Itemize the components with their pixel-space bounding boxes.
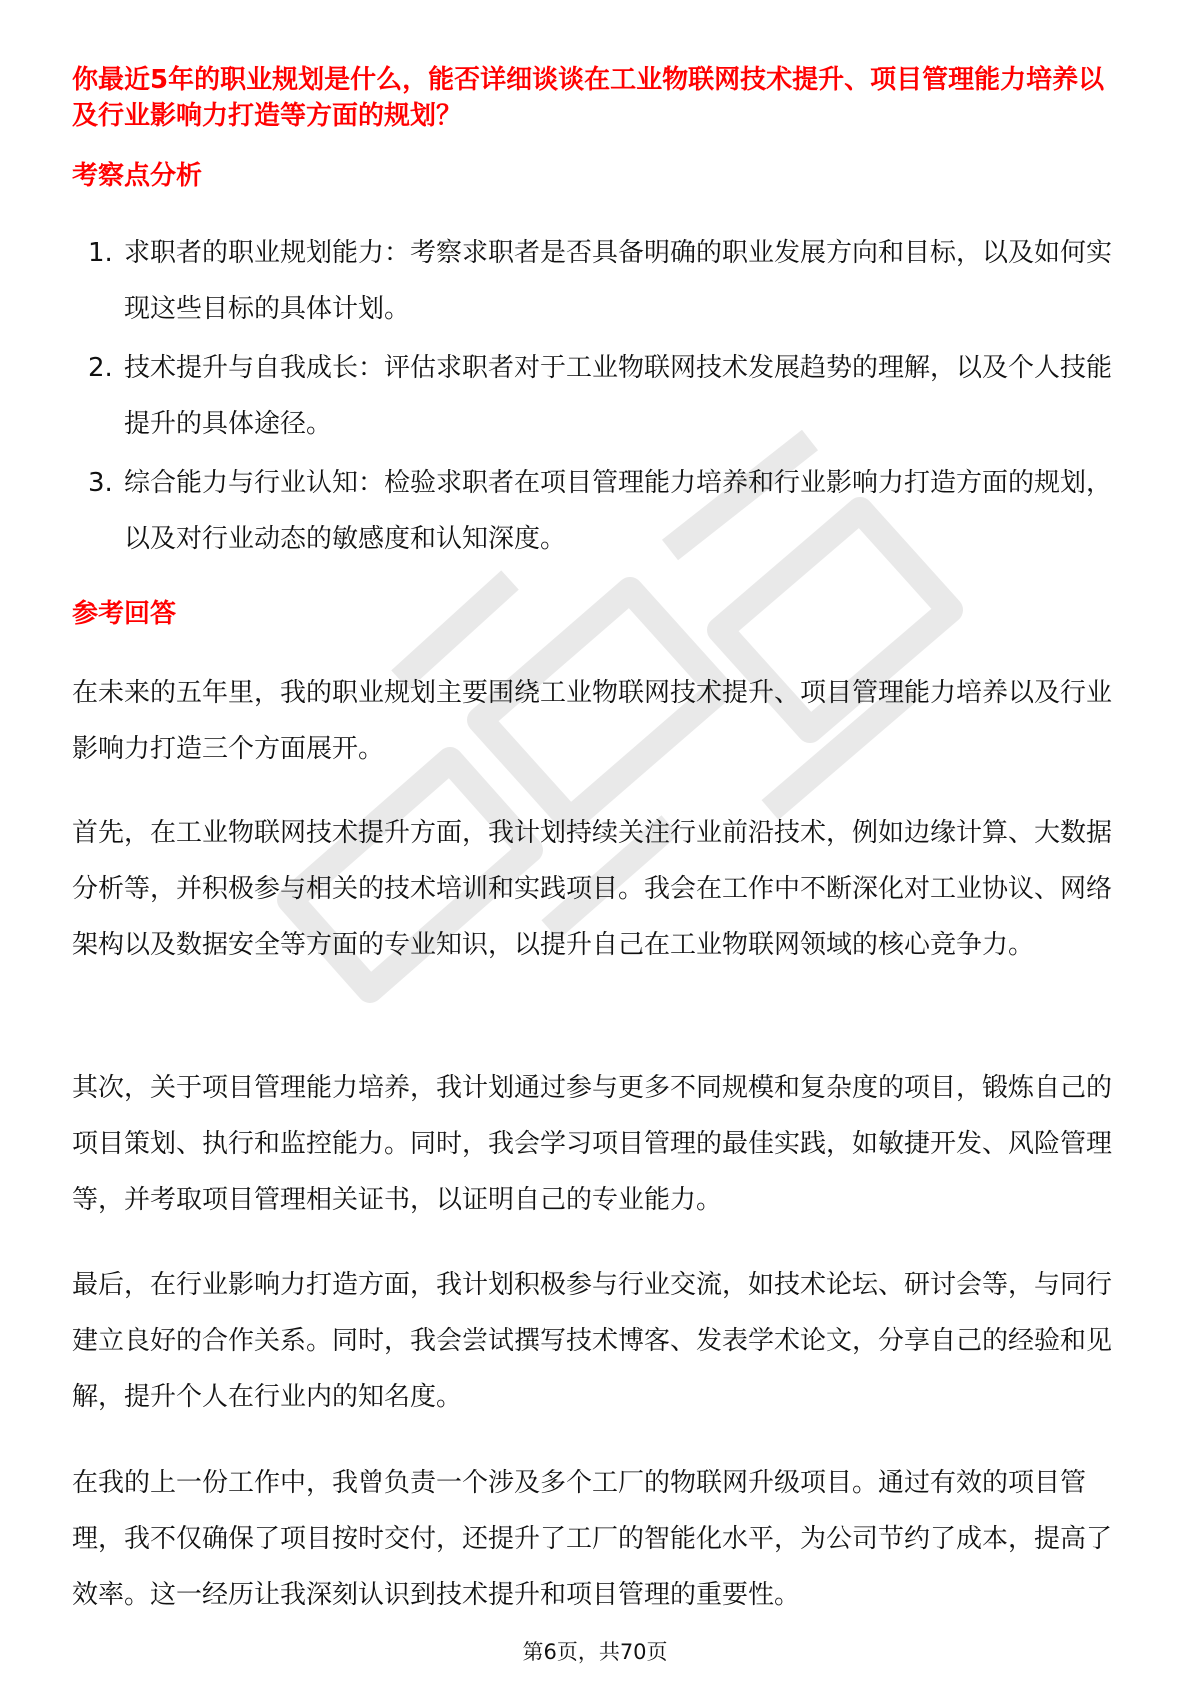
answer-paragraph: 首先，在工业物联网技术提升方面，我计划持续关注行业前沿技术，例如边缘计算、大数据分析等，并积极参与相关的技术培训和实践项目。我会在工作中不断深化对工业协议、网络架构以及数据安全等方面的专业知识，以提升自己在工业物联网领域的核心竞争力。 <box>72 818 1113 960</box>
analysis-item-number: 2. <box>88 353 113 383</box>
answer-paragraph: 在未来的五年里，我的职业规划主要围绕工业物联网技术提升、项目管理能力培养以及行业影响力打造三个方面展开。 <box>72 678 1113 764</box>
analysis-item-number: 1. <box>88 238 113 268</box>
analysis-item-number: 3. <box>88 468 113 498</box>
answer-heading: 参考回答 <box>72 599 177 629</box>
page-number: 第6页，共70页 <box>522 1640 668 1664</box>
analysis-list <box>72 225 1122 570</box>
analysis-item-text: 求职者的职业规划能力：考察求职者是否具备明确的职业发展方向和目标，以及如何实现这些目标的具体计划。 <box>124 238 1113 324</box>
analysis-heading: 考察点分析 <box>72 161 203 191</box>
question-title: 你最近5年的职业规划是什么，能否详细谈谈在工业物联网技术提升、项目管理能力培养以及行业影响力打造等方面的规划？ <box>72 65 1105 131</box>
analysis-item <box>72 340 1122 452</box>
answer-paragraph: 在我的上一份工作中，我曾负责一个涉及多个工厂的物联网升级项目。通过有效的项目管理，我不仅确保了项目按时交付，还提升了工厂的智能化水平，为公司节约了成本，提高了效率。这一经历让我深刻认识到技术提升和项目管理的重要性。 <box>72 1468 1113 1610</box>
answer-paragraph: 其次，关于项目管理能力培养，我计划通过参与更多不同规模和复杂度的项目，锻炼自己的项目策划、执行和监控能力。同时，我会学习项目管理的最佳实践，如敏捷开发、风险管理等，并考取项目管理相关证书，以证明自己的专业能力。 <box>72 1073 1113 1215</box>
analysis-item-text: 技术提升与自我成长：评估求职者对于工业物联网技术发展趋势的理解，以及个人技能提升的具体途径。 <box>124 353 1113 439</box>
answer-paragraph: 最后，在行业影响力打造方面，我计划积极参与行业交流，如技术论坛、研讨会等，与同行建立良好的合作关系。同时，我会尝试撰写技术博客、发表学术论文，分享自己的经验和见解，提升个人在行业内的知名度。 <box>72 1270 1113 1412</box>
analysis-item-text: 综合能力与行业认知：检验求职者在项目管理能力培养和行业影响力打造方面的规划，以及对行业动态的敏感度和认知深度。 <box>124 468 1113 554</box>
analysis-item <box>72 225 1122 337</box>
analysis-item <box>72 455 1122 567</box>
